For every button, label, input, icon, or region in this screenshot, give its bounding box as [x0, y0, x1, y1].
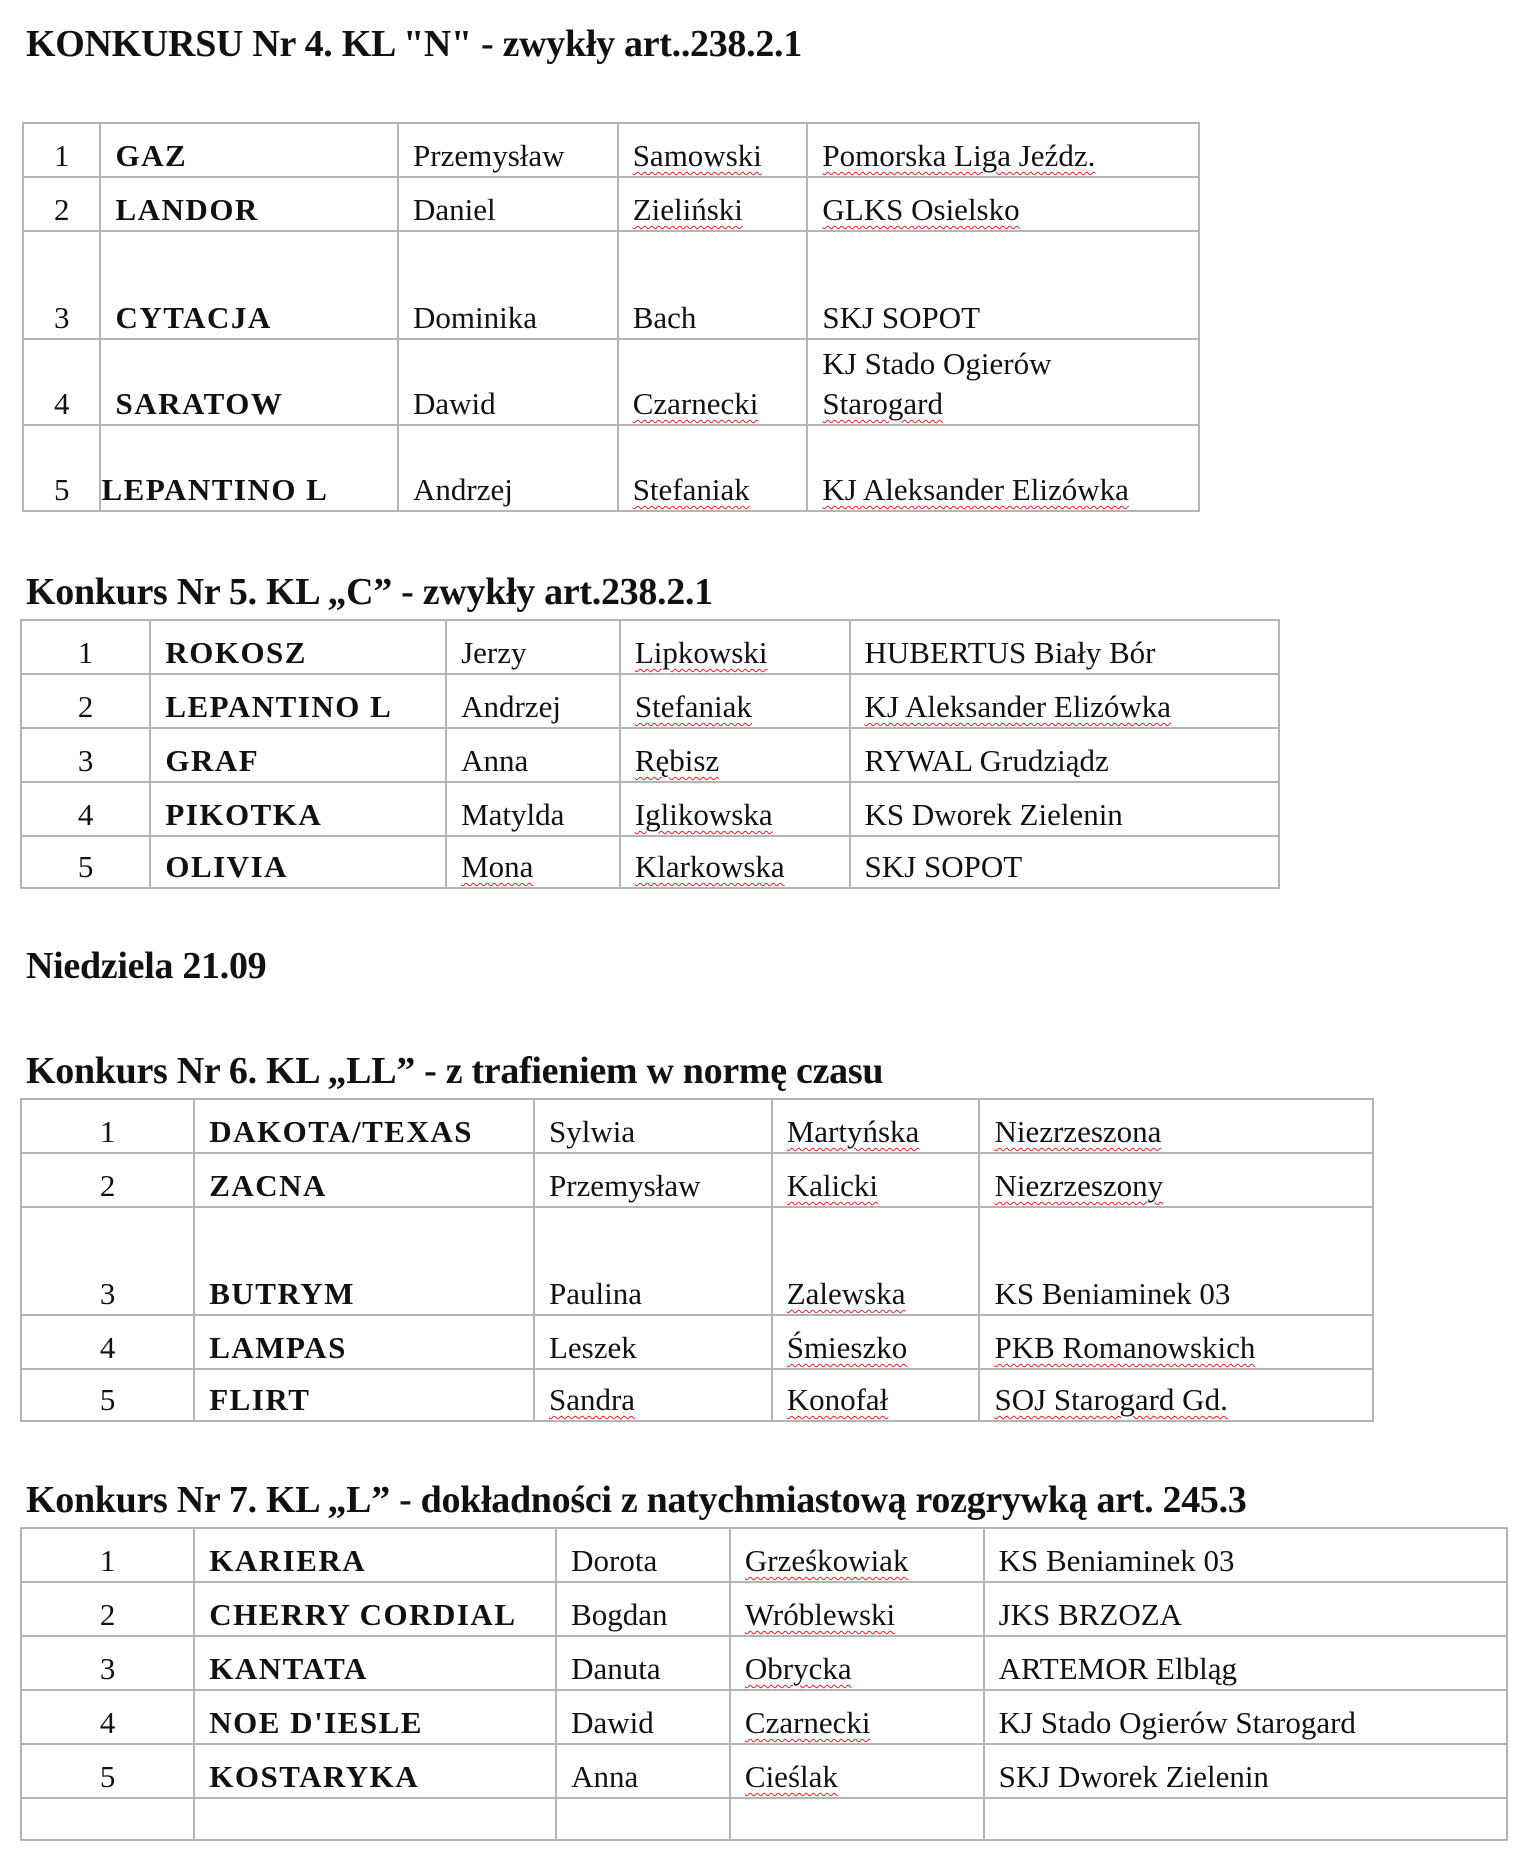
- placing-cell: 2: [21, 1153, 194, 1207]
- rider-first-name-cell: Jerzy: [446, 620, 620, 674]
- horse-cell: LANDOR: [100, 177, 398, 231]
- club-name: PKB Romanowskich: [994, 1330, 1256, 1365]
- club-name: GLKS Osielsko: [822, 192, 1020, 227]
- rider-last-name-cell: [730, 1528, 984, 1582]
- rider-last-name: Rębisz: [634, 743, 720, 778]
- rider-last-name: Obrycka: [744, 1651, 852, 1686]
- horse-cell: BUTRYM: [194, 1207, 534, 1315]
- rider-first-name-cell: Andrzej: [446, 674, 620, 728]
- club-cell: [807, 123, 1199, 177]
- rider-last-name-cell: Bach: [618, 231, 808, 339]
- club-cell: KS Beniaminek 03: [984, 1528, 1507, 1582]
- rider-first-name-cell: Dawid: [398, 339, 618, 425]
- club-name: Niezrzeszona: [994, 1114, 1162, 1149]
- horse-cell: OLIVIA: [150, 836, 446, 888]
- rider-last-name-cell: [730, 1744, 984, 1798]
- section-title-konkurs-7: Konkurs Nr 7. KL „L” - dokładności z natychmiastową rozgrywką art. 245.3: [26, 1479, 1247, 1521]
- rider-last-name: Cieślak: [744, 1759, 838, 1794]
- rider-last-name: Czarnecki: [744, 1705, 871, 1740]
- rider-last-name-cell: [620, 620, 850, 674]
- rider-first-name-cell: Dominika: [398, 231, 618, 339]
- club-cell: [807, 339, 1199, 425]
- horse-cell: KANTATA: [194, 1636, 556, 1690]
- rider-first-name-cell: Anna: [556, 1744, 730, 1798]
- rider-last-name: Śmieszko: [786, 1330, 908, 1365]
- table-row: [21, 1690, 1507, 1744]
- rider-last-name: Stefaniak: [632, 472, 750, 507]
- table-row: [23, 177, 1199, 231]
- rider-first-name-cell: Daniel: [398, 177, 618, 231]
- table-row: [23, 425, 1199, 511]
- club-name: KJ Aleksander Elizówka: [822, 472, 1129, 507]
- rider-first-name-cell: Anna: [446, 728, 620, 782]
- club-cell: [807, 425, 1199, 511]
- table-row: [21, 674, 1279, 728]
- club-cell: KS Beniaminek 03: [979, 1207, 1373, 1315]
- rider-last-name-cell: [772, 1099, 980, 1153]
- rider-last-name-cell: [772, 1369, 980, 1421]
- rider-last-name-cell: [772, 1207, 980, 1315]
- horse-cell: KOSTARYKA: [194, 1744, 556, 1798]
- table-row: [21, 620, 1279, 674]
- rider-last-name: Konofał: [786, 1382, 889, 1417]
- placing-cell: 5: [21, 836, 150, 888]
- rider-last-name-cell: [772, 1153, 980, 1207]
- rider-first-name: Sandra: [548, 1382, 636, 1417]
- section-title-konkurs-6: Konkurs Nr 6. KL „LL” - z trafieniem w normę czasu: [26, 1050, 884, 1092]
- placing-cell: 4: [21, 782, 150, 836]
- club-cell: [979, 1315, 1373, 1369]
- placing-cell: 4: [21, 1690, 194, 1744]
- table-row: [21, 1528, 1507, 1582]
- table-row: [21, 1636, 1507, 1690]
- results-table-konkurs-5: [20, 619, 1280, 889]
- club-cell: [807, 177, 1199, 231]
- placing-cell: 4: [21, 1315, 194, 1369]
- horse-cell: CHERRY CORDIAL: [194, 1582, 556, 1636]
- horse-cell: CYTACJA: [100, 231, 398, 339]
- club-cell: SKJ Dworek Zielenin: [984, 1744, 1507, 1798]
- horse-cell: ROKOSZ: [150, 620, 446, 674]
- rider-last-name: Kalicki: [786, 1168, 878, 1203]
- table-row: [21, 1207, 1373, 1315]
- club-name: KJ Aleksander Elizówka: [864, 689, 1172, 724]
- rider-first-name-cell: Leszek: [534, 1315, 772, 1369]
- horse-cell: LEPANTINO L: [100, 425, 398, 511]
- section-title-konkurs-5: Konkurs Nr 5. KL „C” - zwykły art.238.2.1: [26, 571, 713, 613]
- placing-cell: 1: [21, 620, 150, 674]
- results-table-konkurs-6: [20, 1098, 1374, 1422]
- club-name-line-2: Starogard: [822, 386, 943, 421]
- rider-last-name-cell: [730, 1636, 984, 1690]
- rider-last-name-cell: [730, 1690, 984, 1744]
- placing-cell: 2: [21, 674, 150, 728]
- club-cell: KJ Stado Ogierów Starogard: [984, 1690, 1507, 1744]
- placing-cell: 5: [23, 425, 100, 511]
- rider-last-name-cell: [620, 782, 850, 836]
- rider-last-name: Stefaniak: [634, 689, 752, 724]
- empty-cell: [194, 1798, 556, 1840]
- rider-last-name-cell: [772, 1315, 980, 1369]
- rider-first-name-cell: Sylwia: [534, 1099, 772, 1153]
- placing-cell: 1: [21, 1528, 194, 1582]
- club-cell: RYWAL Grudziądz: [850, 728, 1279, 782]
- day-title: Niedziela 21.09: [26, 945, 267, 987]
- rider-last-name-cell: [618, 123, 808, 177]
- rider-last-name-cell: [618, 177, 808, 231]
- table-row: [21, 1315, 1373, 1369]
- club-cell: [850, 674, 1279, 728]
- rider-last-name: Iglikowska: [634, 797, 773, 832]
- club-cell: KS Dworek Zielenin: [850, 782, 1279, 836]
- club-cell: [979, 1153, 1373, 1207]
- club-cell: SKJ SOPOT: [850, 836, 1279, 888]
- rider-last-name: Wróblewski: [744, 1597, 896, 1632]
- rider-last-name: Czarnecki: [632, 386, 759, 421]
- club-name: Pomorska Liga Jeźdz.: [822, 138, 1096, 173]
- table-row: [21, 1099, 1373, 1153]
- table-row: [21, 1744, 1507, 1798]
- table-row: [21, 1153, 1373, 1207]
- placing-cell: 4: [23, 339, 100, 425]
- table-row: [21, 782, 1279, 836]
- horse-cell: NOE D'IESLE: [194, 1690, 556, 1744]
- horse-cell: SARATOW: [100, 339, 398, 425]
- rider-first-name-cell: Matylda: [446, 782, 620, 836]
- club-cell: HUBERTUS Biały Bór: [850, 620, 1279, 674]
- rider-last-name: Zalewska: [786, 1276, 906, 1311]
- club-cell: [979, 1099, 1373, 1153]
- rider-last-name-cell: [620, 674, 850, 728]
- horse-cell: ZACNA: [194, 1153, 534, 1207]
- rider-first-name-cell: Danuta: [556, 1636, 730, 1690]
- rider-first-name-cell: Dorota: [556, 1528, 730, 1582]
- horse-cell: PIKOTKA: [150, 782, 446, 836]
- club-cell: SKJ SOPOT: [807, 231, 1199, 339]
- rider-last-name-cell: [730, 1582, 984, 1636]
- horse-cell: FLIRT: [194, 1369, 534, 1421]
- placing-cell: 2: [21, 1582, 194, 1636]
- empty-cell: [21, 1798, 194, 1840]
- rider-last-name-cell: [618, 425, 808, 511]
- horse-cell: GAZ: [100, 123, 398, 177]
- table-row: [23, 123, 1199, 177]
- rider-last-name-cell: [620, 728, 850, 782]
- rider-last-name: Lipkowski: [634, 635, 768, 670]
- rider-last-name: Grześkowiak: [744, 1543, 909, 1578]
- placing-cell: 1: [23, 123, 100, 177]
- rider-first-name: Mona: [461, 849, 534, 884]
- placing-cell: 5: [21, 1369, 194, 1421]
- table-row: [21, 728, 1279, 782]
- club-name-line-1: KJ Stado Ogierów: [822, 346, 1052, 381]
- club-name: Niezrzeszony: [994, 1168, 1164, 1203]
- placing-cell: 5: [21, 1744, 194, 1798]
- rider-first-name-cell: Dawid: [556, 1690, 730, 1744]
- results-table-konkurs-7: [20, 1527, 1508, 1841]
- empty-cell: [984, 1798, 1507, 1840]
- rider-last-name: Zieliński: [632, 192, 743, 227]
- rider-first-name-cell: Andrzej: [398, 425, 618, 511]
- rider-first-name-cell: [446, 836, 620, 888]
- placing-cell: 1: [21, 1099, 194, 1153]
- rider-first-name-cell: Przemysław: [534, 1153, 772, 1207]
- table-row-empty: [21, 1798, 1507, 1840]
- empty-cell: [556, 1798, 730, 1840]
- table-row: [21, 1582, 1507, 1636]
- club-cell: JKS BRZOZA: [984, 1582, 1507, 1636]
- table-row: [21, 836, 1279, 888]
- placing-cell: 2: [23, 177, 100, 231]
- rider-first-name-cell: [534, 1369, 772, 1421]
- table-row: [21, 1369, 1373, 1421]
- rider-last-name: Klarkowska: [634, 849, 785, 884]
- placing-cell: 3: [21, 728, 150, 782]
- table-row: [23, 339, 1199, 425]
- club-name: SOJ Starogard Gd.: [994, 1382, 1228, 1417]
- placing-cell: 3: [23, 231, 100, 339]
- club-cell: ARTEMOR Elbląg: [984, 1636, 1507, 1690]
- placing-cell: 3: [21, 1207, 194, 1315]
- club-cell: [979, 1369, 1373, 1421]
- rider-last-name: Samowski: [632, 138, 762, 173]
- rider-first-name-cell: Bogdan: [556, 1582, 730, 1636]
- table-row: [23, 231, 1199, 339]
- horse-cell: LEPANTINO L: [150, 674, 446, 728]
- rider-last-name-cell: [620, 836, 850, 888]
- rider-first-name-cell: Przemysław: [398, 123, 618, 177]
- horse-cell: DAKOTA/TEXAS: [194, 1099, 534, 1153]
- results-table-konkurs-4: [22, 122, 1200, 512]
- empty-cell: [730, 1798, 984, 1840]
- rider-last-name: Martyńska: [786, 1114, 920, 1149]
- horse-cell: LAMPAS: [194, 1315, 534, 1369]
- rider-first-name-cell: Paulina: [534, 1207, 772, 1315]
- rider-last-name-cell: [618, 339, 808, 425]
- placing-cell: 3: [21, 1636, 194, 1690]
- horse-cell: GRAF: [150, 728, 446, 782]
- horse-cell: KARIERA: [194, 1528, 556, 1582]
- section-title-konkurs-4: KONKURSU Nr 4. KL "N" - zwykły art..238.2.1: [26, 23, 802, 65]
